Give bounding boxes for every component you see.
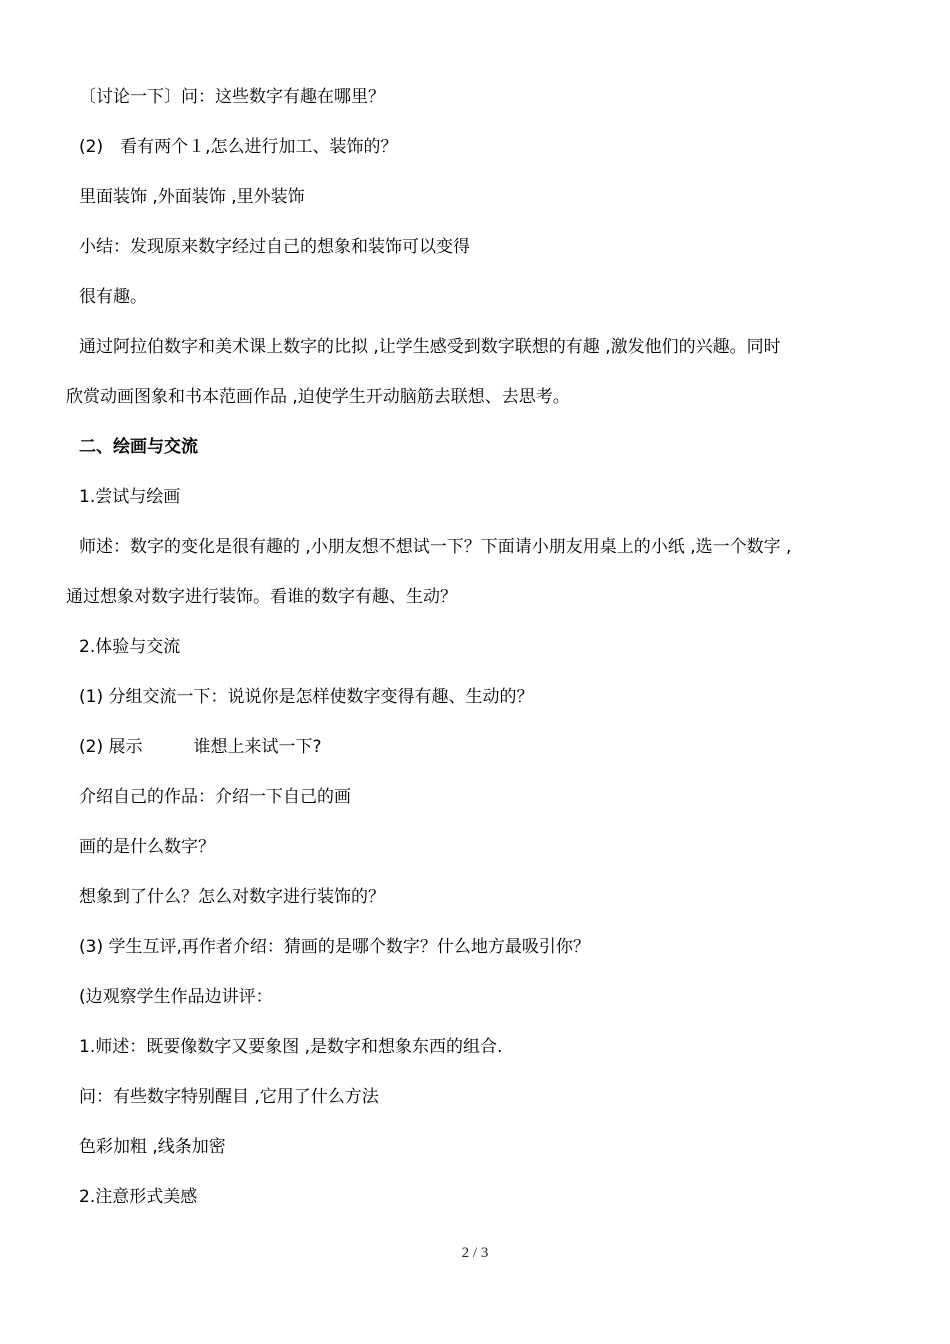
method-answer: 色彩加粗 ,线条加密: [79, 1137, 226, 1157]
group-discussion: (1) 分组交流一下：说说你是怎样使数字变得有趣、生动的？: [79, 687, 534, 707]
teacher-point-2: 2.注意形式美感: [79, 1187, 198, 1207]
show-item: (2) 展示 谁想上来试一下?: [79, 737, 322, 757]
teacher-statement-line-2: 通过想象对数字进行装饰。看谁的数字有趣、生动？: [66, 587, 457, 607]
discussion-question: 〔讨论一下〕问：这些数字有趣在哪里？: [79, 87, 385, 107]
teacher-point-1: 1.师述：既要像数字又要象图 ,是数字和想象东西的组合.: [79, 1037, 503, 1057]
subsection-1: 1.尝试与绘画: [79, 487, 181, 507]
subsection-2: 2.体验与交流: [79, 637, 181, 657]
section-heading: 二、绘画与交流: [79, 437, 198, 457]
what-number: 画的是什么数字？: [79, 837, 215, 857]
summary-line-1: 小结：发现原来数字经过自己的想象和装饰可以变得: [79, 237, 470, 257]
imagination-question: 想象到了什么？怎么对数字进行装饰的？: [79, 887, 385, 907]
decoration-answer: 里面装饰 ,外面装饰 ,里外装饰: [79, 187, 305, 207]
observe-comment: (边观察学生作品边讲评：: [79, 987, 273, 1007]
peer-review: (3) 学生互评,再作者介绍：猜画的是哪个数字？什么地方最吸引你？: [79, 937, 590, 957]
introduce-work: 介绍自己的作品：介绍一下自己的画: [79, 787, 351, 807]
summary-line-2: 很有趣。: [79, 287, 147, 307]
question-2: (2) 看有两个１,怎么进行加工、装饰的？: [79, 137, 398, 157]
paragraph-line-2: 欣赏动画图象和书本范画作品 ,迫使学生开动脑筋去联想、去思考。: [66, 387, 570, 407]
method-question: 问：有些数字特别醒目 ,它用了什么方法: [79, 1087, 379, 1107]
teacher-statement-line-1: 师述：数字的变化是很有趣的 ,小朋友想不想试一下？下面请小朋友用桌上的小纸 ,选一个数字 ,: [79, 537, 792, 557]
page-number: 2 / 3: [461, 1245, 489, 1261]
paragraph-line-1: 通过阿拉伯数字和美术课上数字的比拟 ,让学生感受到数字联想的有趣 ,激发他们的兴趣。同时: [79, 337, 781, 357]
